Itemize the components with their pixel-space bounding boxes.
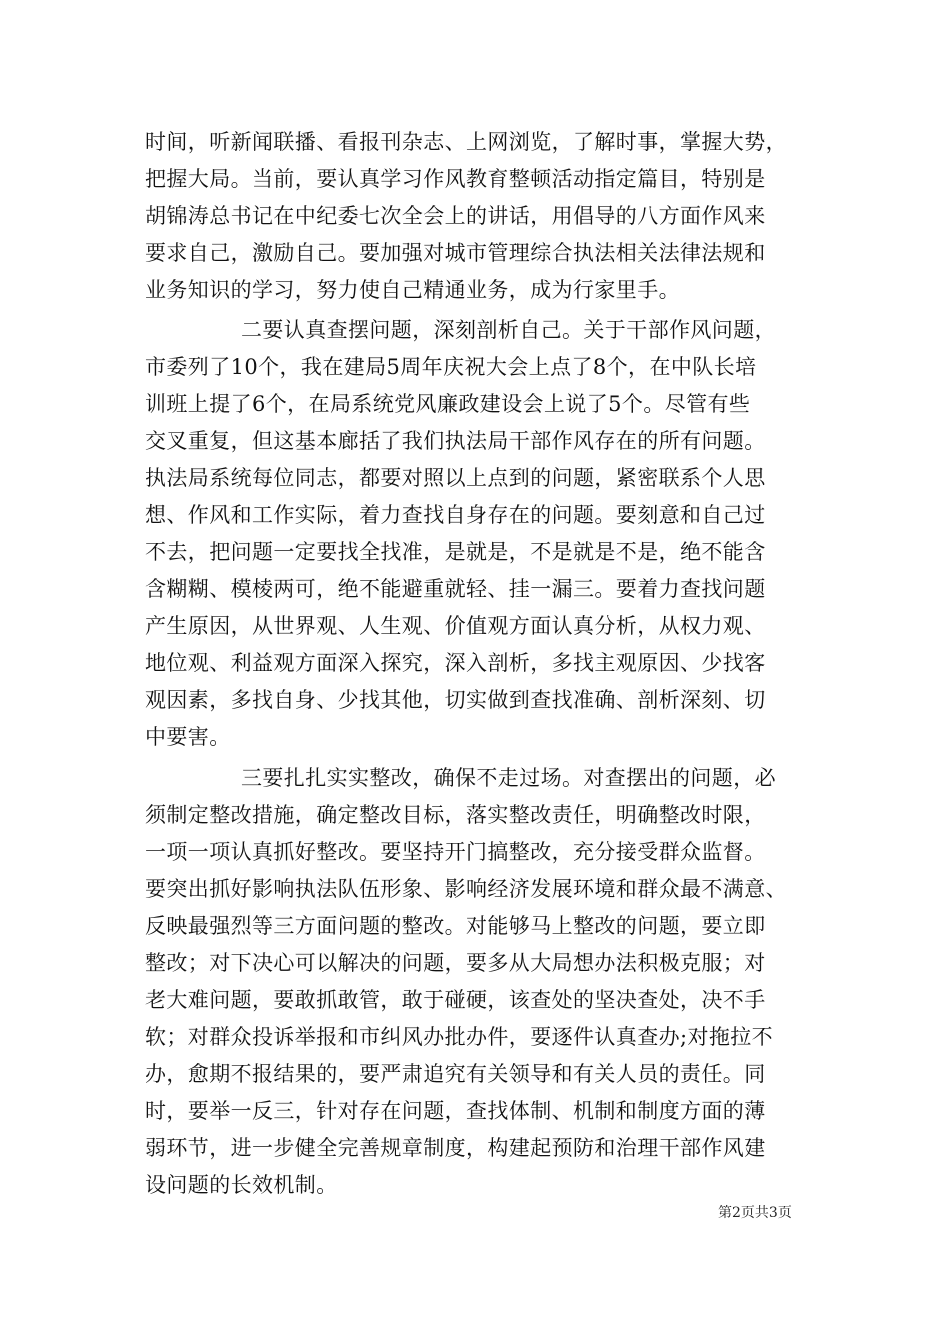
text-line: 软；对群众投诉举报和市纠风办批办件，要逐件认真查办;对拖拉不 bbox=[145, 1025, 774, 1049]
text-line: 胡锦涛总书记在中纪委七次全会上的讲话，用倡导的八方面作风来 bbox=[145, 204, 766, 228]
text-line: 想、作风和工作实际，着力查找自身存在的问题。要刻意和自己过 bbox=[145, 503, 766, 527]
text-line: 反映最强烈等三方面问题的整改。对能够马上整改的问题，要立即 bbox=[145, 914, 766, 938]
text-line: 老大难问题，要敢抓敢管，敢于碰硬，该查处的坚决查处，决不手 bbox=[145, 988, 766, 1012]
text-line: 中要害。 bbox=[145, 725, 231, 749]
text-line: 办，愈期不报结果的，要严肃追究有关领导和有关人员的责任。同 bbox=[145, 1062, 766, 1086]
text-line: 交叉重复，但这基本廊括了我们执法局干部作风存在的所有问题。 bbox=[145, 429, 766, 453]
paragraph-3-first-line: 三要扎扎实实整改，确保不走过场。对查摆出的问题，必 bbox=[241, 766, 776, 790]
text-line: 观因素，多找自身、少找其他，切实做到查找准确、剖析深刻、切 bbox=[145, 688, 766, 712]
text-line: 要突出抓好影响执法队伍形象、影响经济发展环境和群众最不满意、 bbox=[145, 877, 787, 901]
text-line: 执法局系统每位同志，都要对照以上点到的问题，紧密联系个人思 bbox=[145, 466, 766, 490]
text-line: 设问题的长效机制。 bbox=[145, 1173, 338, 1197]
text-line: 不去，把问题一定要找全找准，是就是，不是就是不是，绝不能含 bbox=[145, 540, 766, 564]
text-line: 业务知识的学习，努力使自己精通业务，成为行家里手。 bbox=[145, 278, 680, 302]
text-line: 产生原因，从世界观、人生观、价值观方面认真分析，从权力观、 bbox=[145, 614, 766, 638]
text-line: 要求自己，激励自己。要加强对城市管理综合执法相关法律法规和 bbox=[145, 241, 766, 265]
text-line: 一项一项认真抓好整改。要坚持开门搞整改，充分接受群众监督。 bbox=[145, 840, 766, 864]
paragraph-2-first-line: 二要认真查摆问题，深刻剖析自己。关于干部作风问题， bbox=[241, 318, 776, 342]
text-line: 整改；对下决心可以解决的问题，要多从大局想办法积极克服；对 bbox=[145, 951, 766, 975]
text-line: 训班上提了6个，在局系统党风廉政建设会上说了5个。尽管有些 bbox=[145, 392, 751, 416]
text-line: 弱环节，进一步健全完善规章制度，构建起预防和治理干部作风建 bbox=[145, 1136, 766, 1160]
text-line: 含糊糊、模棱两可，绝不能避重就轻、挂一漏三。要着力查找问题 bbox=[145, 577, 766, 601]
page-number-footer: 第2页共3页 bbox=[718, 1205, 792, 1221]
text-line: 时，要举一反三，针对存在问题，查找体制、机制和制度方面的薄 bbox=[145, 1099, 766, 1123]
text-line: 须制定整改措施，确定整改目标，落实整改责任，明确整改时限， bbox=[145, 803, 766, 827]
text-line: 时间，听新闻联播、看报刊杂志、上网浏览，了解时事，掌握大势， bbox=[145, 130, 787, 154]
text-line: 市委列了10个，我在建局5周年庆祝大会上点了8个，在中队长培 bbox=[145, 355, 757, 379]
text-line: 地位观、利益观方面深入探究，深入剖析，多找主观原因、少找客 bbox=[145, 651, 766, 675]
text-line: 把握大局。当前，要认真学习作风教育整顿活动指定篇目，特别是 bbox=[145, 167, 766, 191]
